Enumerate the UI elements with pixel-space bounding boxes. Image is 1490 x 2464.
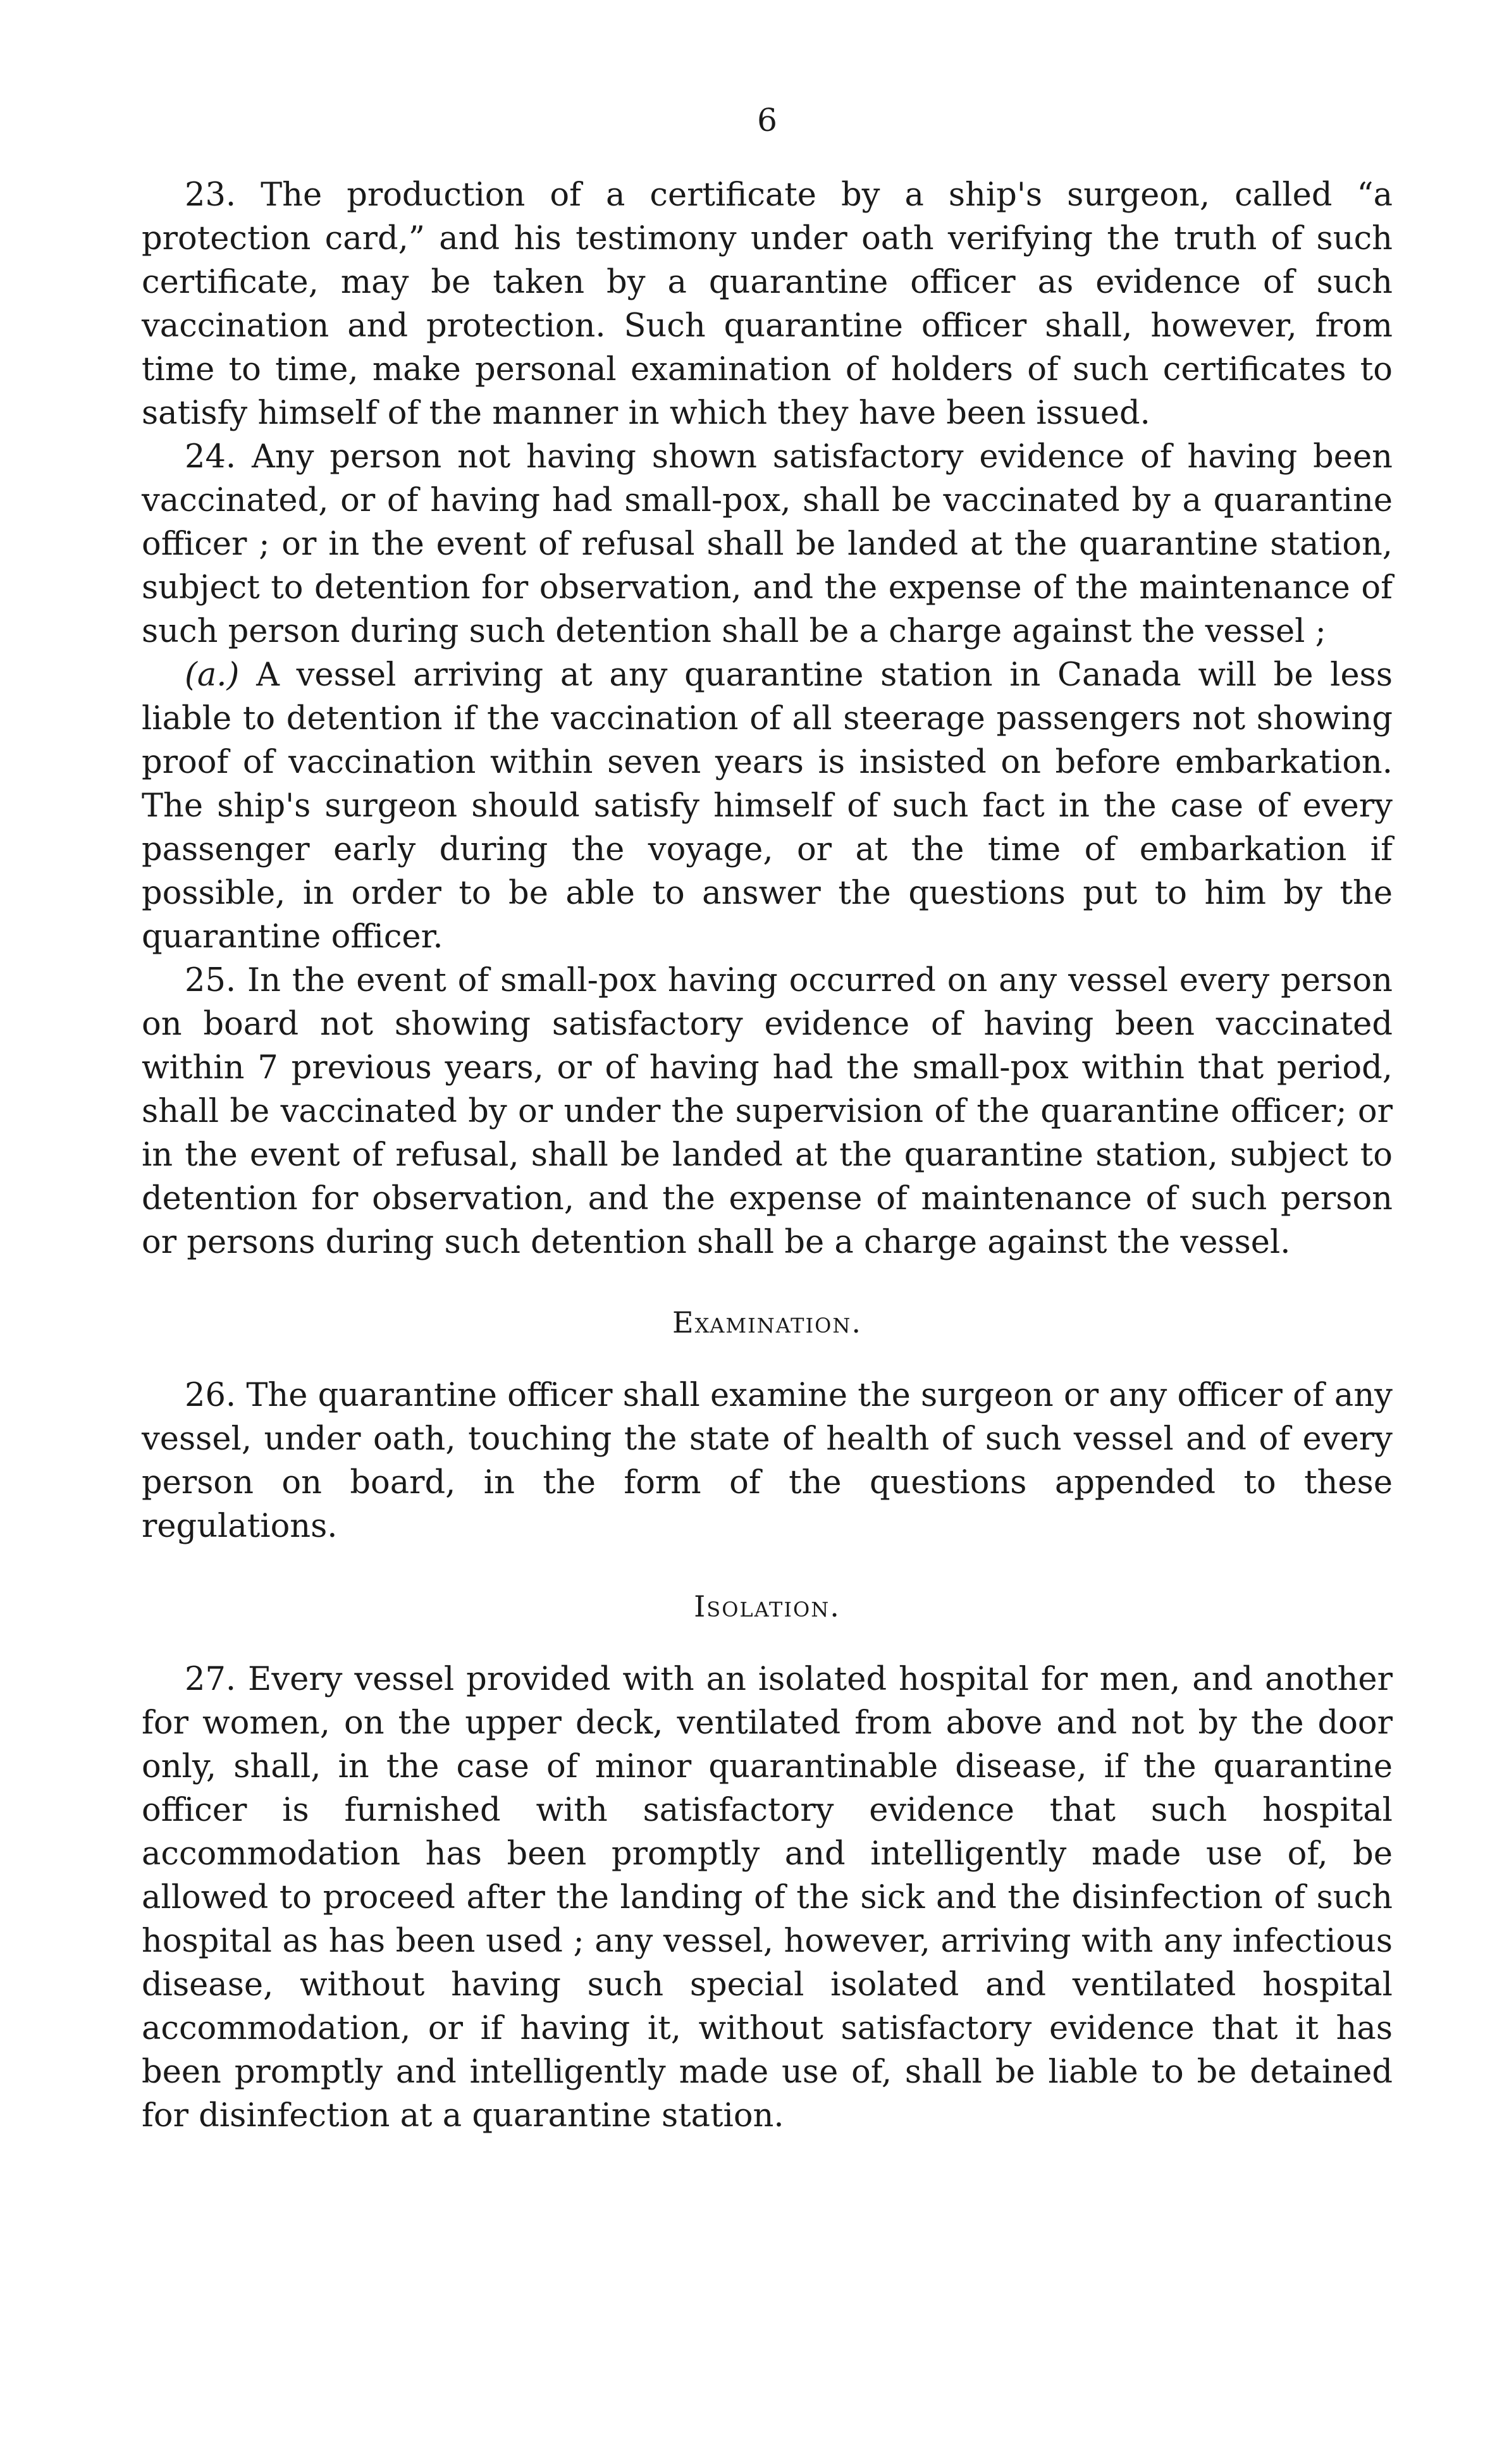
paragraph-24 [142, 435, 1393, 653]
paragraph-number: 27. [185, 1661, 237, 1698]
paragraph-number: 25. [185, 962, 237, 999]
paragraph-25 [142, 959, 1393, 1264]
paragraph-text: The production of a certificate by a ship's surgeon, called “a protection card,” and his testimony under oath verifying the truth of such certificate, may be taken by a quarantine officer as evidence of such vaccination and protection. Such quarantine officer shall, however, from time to time, make personal examination of holders of such certificates to satisfy himself of the manner in which they have been issued. [142, 176, 1393, 432]
paragraph-text: The quarantine officer shall examine the surgeon or any officer of any vessel, under oath, touching the state of health of such vessel and of every person on board, in the form of the questions appended to these regulations. [142, 1377, 1393, 1545]
paragraph-26 [142, 1374, 1393, 1548]
paragraph-23 [142, 173, 1393, 435]
paragraph-text: Every vessel provided with an isolated hospital for men, and another for women, on the upper deck, ventilated from above and not by the door only, shall, in the case of minor quarantinable disease, if the quarantine officer is furnished with satisfactory evidence that such hospital accommodation has been promptly and intelligently made use of, be allowed to proceed after the landing of the sick and the disinfection of such hospital as has been used ; any vessel, however, arriving with any infectious disease, without having such special isolated and ventilated hospital accommodation, or if having it, without satisfactory evidence that it has been promptly and intelligently made use of, shall be liable to be detained for disinfection at a quarantine station. [142, 1661, 1393, 2134]
paragraph-number: 23. [185, 176, 237, 214]
section-heading-examination: Examination. [672, 1305, 862, 1340]
paragraph-number: 26. [185, 1377, 237, 1414]
document-page [142, 95, 1393, 2138]
page-number: 6 [757, 102, 777, 139]
paragraph-text: Any person not having shown satisfactory evidence of having been vaccinated, or of having had small-pox, shall be vaccinated by a quarantine officer ; or in the event of refusal shall be landed at the quarantine station, subject to detention for observation, and the expense of the maintenance of such person during such detention shall be a charge against the vessel ; [142, 438, 1393, 650]
paragraph-number: 24. [185, 438, 237, 476]
subparagraph-24a [142, 653, 1393, 959]
subparagraph-label: (a.) [185, 656, 240, 694]
subparagraph-text: A vessel arriving at any quarantine station in Canada will be less liable to detention if the vaccination of all steerage passengers not showing proof of vaccination within seven years is insisted on before embarkation. The ship's surgeon should satisfy himself of such fact in the case of every passenger early during the voyage, or at the time of embarkation if possible, in order to be able to answer the questions put to him by the quarantine officer. [142, 656, 1393, 956]
paragraph-27 [142, 1658, 1393, 2138]
section-heading-isolation: Isolation. [694, 1589, 840, 1623]
paragraph-text: In the event of small-pox having occurred on any vessel every person on board not showing satisfactory evidence of having been vaccinated within 7 previous years, or of having had the small-pox within that period, shall be vaccinated by or under the supervision of the quarantine officer; or in the event of refusal, shall be landed at the quarantine station, subject to detention for observation, and the expense of maintenance of such person or persons during such detention shall be a charge against the vessel. [142, 962, 1393, 1261]
